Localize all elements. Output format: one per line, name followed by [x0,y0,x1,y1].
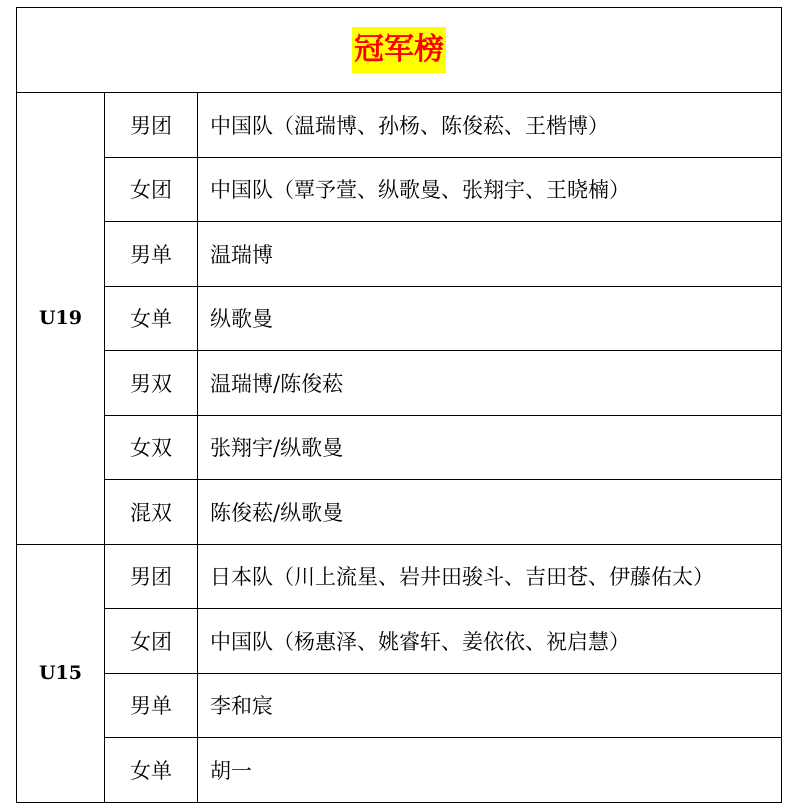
table-row [17,673,782,738]
event-cell: 男团 [105,544,198,609]
title-row [17,8,782,93]
winner-cell: 中国队（覃予萱、纵歌曼、张翔宇、王晓楠） [198,157,782,222]
event-cell: 女双 [105,415,198,480]
winner-cell: 温瑞博/陈俊菘 [198,351,782,416]
table-row [17,222,782,287]
table-row [17,609,782,674]
winner-cell: 中国队（温瑞博、孙杨、陈俊菘、王楷博） [198,93,782,158]
age-group-u19: U19 [17,93,105,545]
table-row [17,415,782,480]
table-row [17,93,782,158]
event-cell: 女团 [105,609,198,674]
event-cell: 男团 [105,93,198,158]
table-row [17,157,782,222]
champions-table [16,7,782,803]
winner-cell: 温瑞博 [198,222,782,287]
winner-cell: 中国队（杨惠泽、姚睿轩、姜依依、祝启慧） [198,609,782,674]
table-row [17,286,782,351]
event-cell: 男单 [105,222,198,287]
event-cell: 男单 [105,673,198,738]
age-group-u15: U15 [17,544,105,802]
winner-cell: 胡一 [198,738,782,803]
table-row [17,738,782,803]
winner-cell: 日本队（川上流星、岩井田骏斗、吉田苍、伊藤佑太） [198,544,782,609]
title-cell [17,8,782,93]
winner-cell: 张翔宇/纵歌曼 [198,415,782,480]
table-row [17,351,782,416]
table-title: 冠军榜 [352,27,446,73]
table-row [17,544,782,609]
event-cell: 女团 [105,157,198,222]
event-cell: 混双 [105,480,198,545]
table-row [17,480,782,545]
winner-cell: 李和宸 [198,673,782,738]
event-cell: 男双 [105,351,198,416]
event-cell: 女单 [105,738,198,803]
winner-cell: 纵歌曼 [198,286,782,351]
event-cell: 女单 [105,286,198,351]
winner-cell: 陈俊菘/纵歌曼 [198,480,782,545]
